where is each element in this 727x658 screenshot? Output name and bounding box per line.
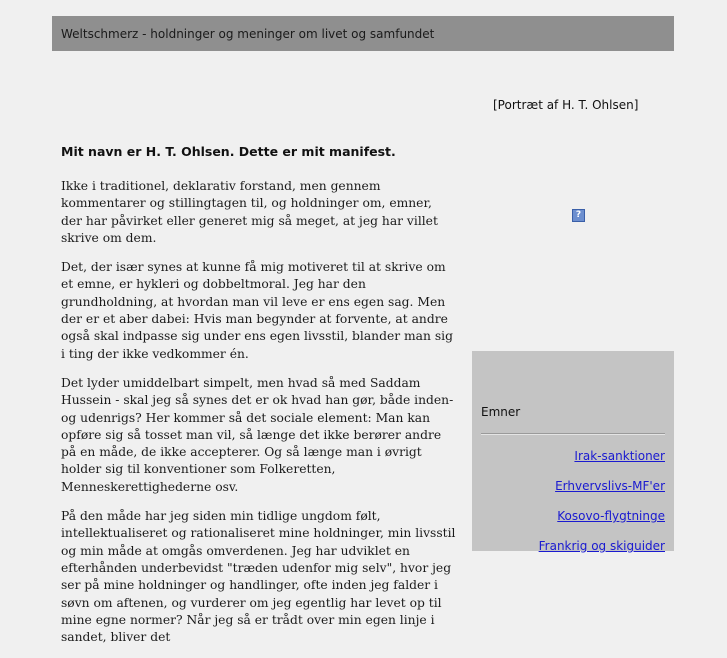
topic-link-frankrig-skiguider[interactable]: Frankrig og skiguider — [538, 539, 665, 553]
topic-link-irak-sanktioner[interactable]: Irak-sanktioner — [574, 449, 665, 463]
topic-link-erhvervslivs-mfer[interactable]: Erhvervslivs-MF'er — [555, 479, 665, 493]
site-title: Weltschmerz - holdninger og meninger om livet og samfundet — [61, 27, 435, 41]
manifest-heading: Mit navn er H. T. Ohlsen. Dette er mit manifest. — [61, 144, 396, 159]
paragraph-1: Ikke i traditionel, deklarativ forstand, men gennem kommentarer og stillingtagen til, og holdninger om, emner, der har påvirket eller generet mig så meget, at jeg har villet skrive om dem. — [61, 179, 438, 245]
sidebar-title: Emner — [481, 405, 521, 419]
paragraph-4: På den måde har jeg siden min tidlige ungdom følt, intellektualiseret og rationaliseret mine holdninger, min livsstil og min måde at omgås omverdenen. Jeg har udviklet en efterhånden underbevidst "træden udenfor mig selv", hvor jeg ser på mine holdninger og handlinger, ofte inden jeg falder i søvn om aftenen, og vurderer om jeg egentlig har levet op til mine egne normer? Når jeg så er trådt over min egen linje i sandet, bliver det — [61, 509, 456, 645]
topic-link-kosovo-flygtninge[interactable]: Kosovo-flygtninge — [557, 509, 665, 523]
broken-image-icon: ? — [572, 209, 585, 222]
paragraph-3: Det lyder umiddelbart simpelt, men hvad så med Saddam Hussein - skal jeg så synes det er ok hvad han gør, både inden- og udenrigs? Her kommer så det sociale element: Man kan opføre sig så tosset man vil, så længe det ikke berører andre på en måde, de ikke accepterer. Og så længe man i øvrigt holder sig til konventioner som Folkeretten, Menneskerettighederne osv. — [61, 375, 454, 494]
sidebar-divider — [481, 433, 665, 435]
portrait-caption: [Portræt af H. T. Ohlsen] — [493, 98, 639, 112]
sidebar-links — [472, 449, 665, 569]
topics-sidebar — [472, 351, 674, 551]
paragraph-2: Det, der især synes at kunne få mig motiveret til at skrive om et emne, er hykleri og dobbeltmoral. Jeg har den grundholdning, at hvordan man vil leve er ens egen sag. Men der er et aber dabei: Hvis man begynder at forvente, at andre også skal indpasse sig under ens egen livsstil, blander man sig i ting der ikke vedkommer én. — [61, 260, 453, 361]
site-header — [52, 16, 674, 51]
main-content — [61, 144, 456, 658]
